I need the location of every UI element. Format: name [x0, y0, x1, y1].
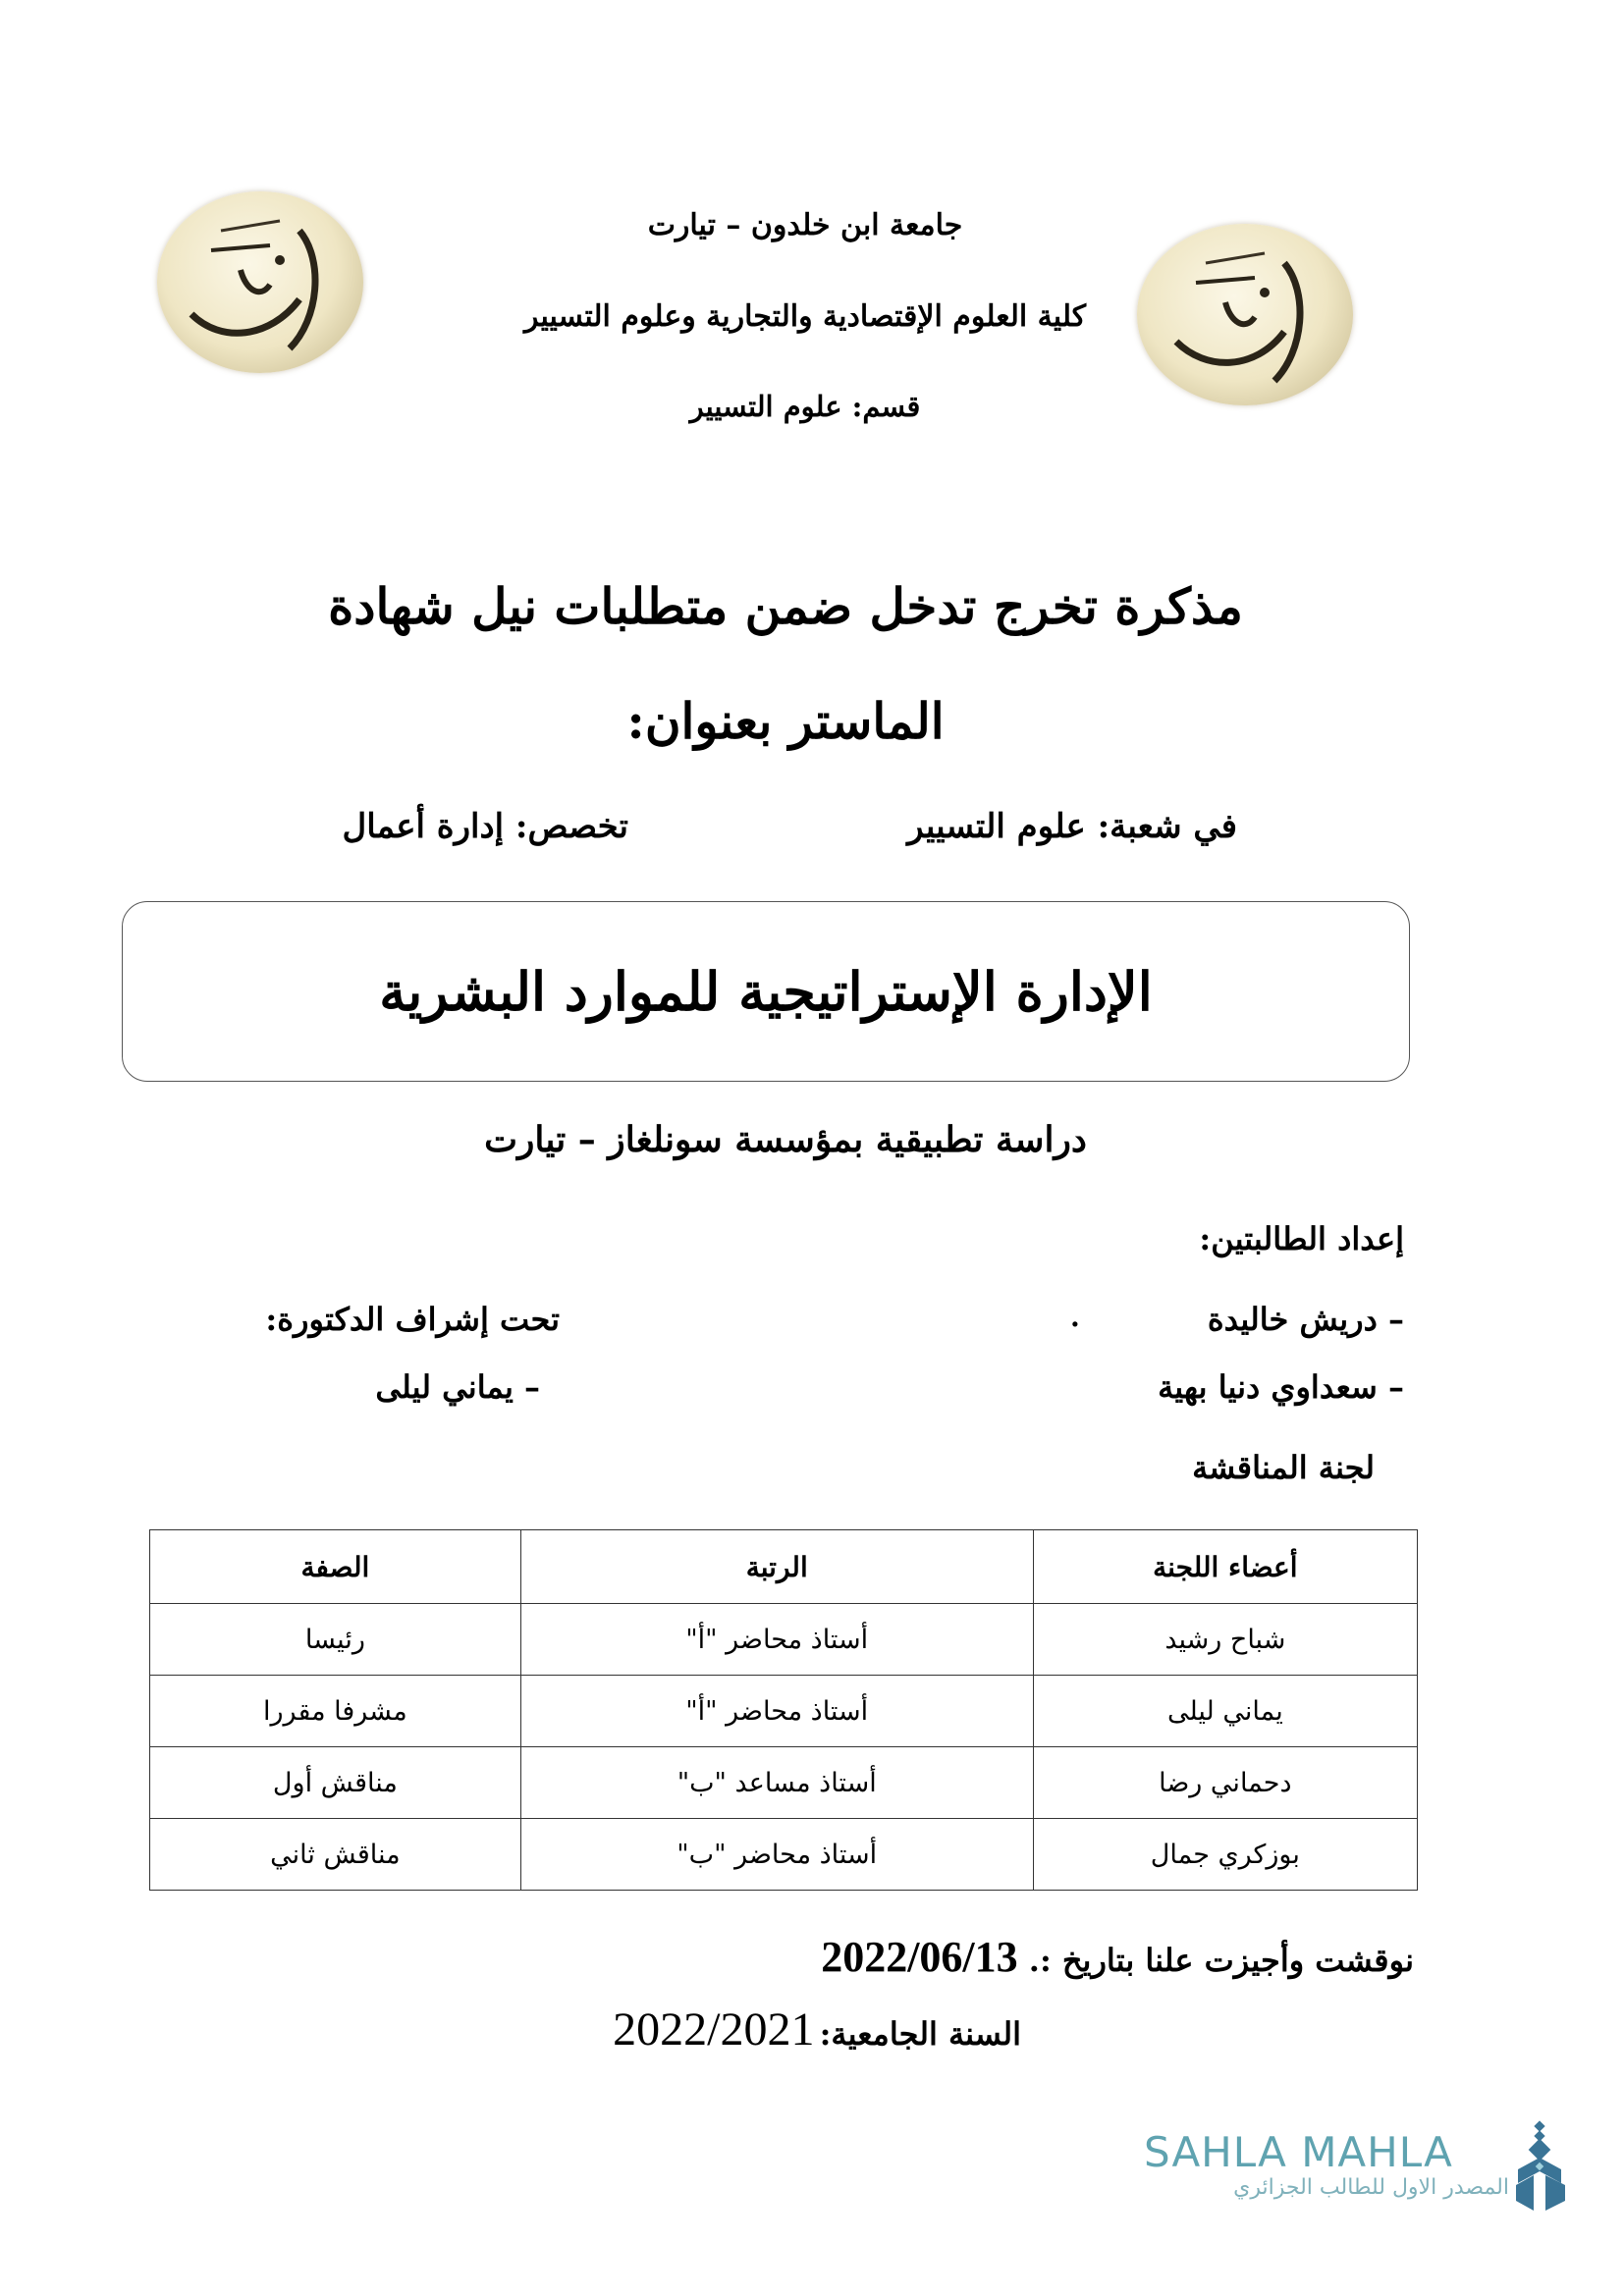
table-row — [150, 1676, 1418, 1747]
academic-year-line — [530, 2002, 1021, 2056]
thesis-intro-line2: الماستر بعنوان: — [626, 692, 945, 750]
member-name: شباح رشيد — [1033, 1604, 1417, 1676]
header-role: الصفة — [150, 1530, 521, 1604]
member-rank: أستاذ مساعد "ب" — [520, 1747, 1033, 1819]
supervisor-name: – يماني ليلى — [375, 1368, 540, 1406]
defense-label: نوقشت وأجيزت علنا بتاريخ :. — [1028, 1942, 1414, 1979]
sahla-mahla-logo-icon — [1510, 2120, 1571, 2218]
member-name: دحماني رضا — [1033, 1747, 1417, 1819]
member-rank: أستاذ محاضر "أ" — [520, 1676, 1033, 1747]
thesis-title-box — [122, 901, 1410, 1082]
thesis-subtitle: دراسة تطبيقية بمؤسسة سونلغاز – تيارت — [484, 1119, 1087, 1160]
member-role: مشرفا مقررا — [150, 1676, 521, 1747]
student-1: – دريش خاليدة — [1207, 1301, 1404, 1338]
student-2: – سعداوي دنيا بهية — [1158, 1368, 1404, 1406]
academic-year-label: السنة الجامعية: — [819, 2015, 1021, 2053]
sahla-mahla-watermark — [1144, 2130, 1517, 2200]
member-name: يماني ليلى — [1033, 1676, 1417, 1747]
member-role: مناقش أول — [150, 1747, 521, 1819]
stray-dot: . — [1070, 1301, 1080, 1333]
member-role: مناقش ثاني — [150, 1819, 521, 1891]
department-name: قسم: علوم التسيير — [689, 390, 921, 423]
member-rank: أستاذ محاضر "ب" — [520, 1819, 1033, 1891]
table-row — [150, 1819, 1418, 1891]
defense-date: 2022/06/13 — [821, 1933, 1018, 1981]
supervisor-label: تحت إشراف الدكتورة: — [265, 1301, 560, 1338]
academic-year: 2022/2021 — [613, 2003, 815, 2056]
member-rank: أستاذ محاضر "أ" — [520, 1604, 1033, 1676]
brand-name: SAHLA MAHLA — [1144, 2128, 1453, 2176]
committee-label: لجنة المناقشة — [1192, 1449, 1375, 1486]
university-logo-left — [157, 191, 363, 373]
table-row — [150, 1747, 1418, 1819]
seal-calligraphy-icon — [157, 191, 363, 373]
defense-line — [805, 1932, 1414, 1982]
table-header-row — [150, 1530, 1418, 1604]
table-row — [150, 1604, 1418, 1676]
brand-tagline: المصدر الاول للطالب الجزائري — [1233, 2175, 1509, 2200]
member-role: رئيسا — [150, 1604, 521, 1676]
member-name: بوزكري جمال — [1033, 1819, 1417, 1891]
students-label: إعداد الطالبتين: — [1199, 1220, 1404, 1257]
faculty-name: كلية العلوم الإقتصادية والتجارية وعلوم التسيير — [523, 299, 1087, 334]
thesis-intro-line1: مذكرة تخرج تدخل ضمن متطلبات نيل شهادة — [328, 577, 1243, 635]
committee-table — [149, 1529, 1418, 1891]
branch-label: في شعبة: علوم التسيير — [907, 807, 1237, 846]
header-member: أعضاء اللجنة — [1033, 1530, 1417, 1604]
university-name: جامعة ابن خلدون – تيارت — [647, 208, 963, 242]
specialty-label: تخصص: إدارة أعمال — [342, 807, 628, 846]
header-rank: الرتبة — [520, 1530, 1033, 1604]
thesis-title: الإدارة الإستراتيجية للموارد البشرية — [379, 960, 1153, 1023]
